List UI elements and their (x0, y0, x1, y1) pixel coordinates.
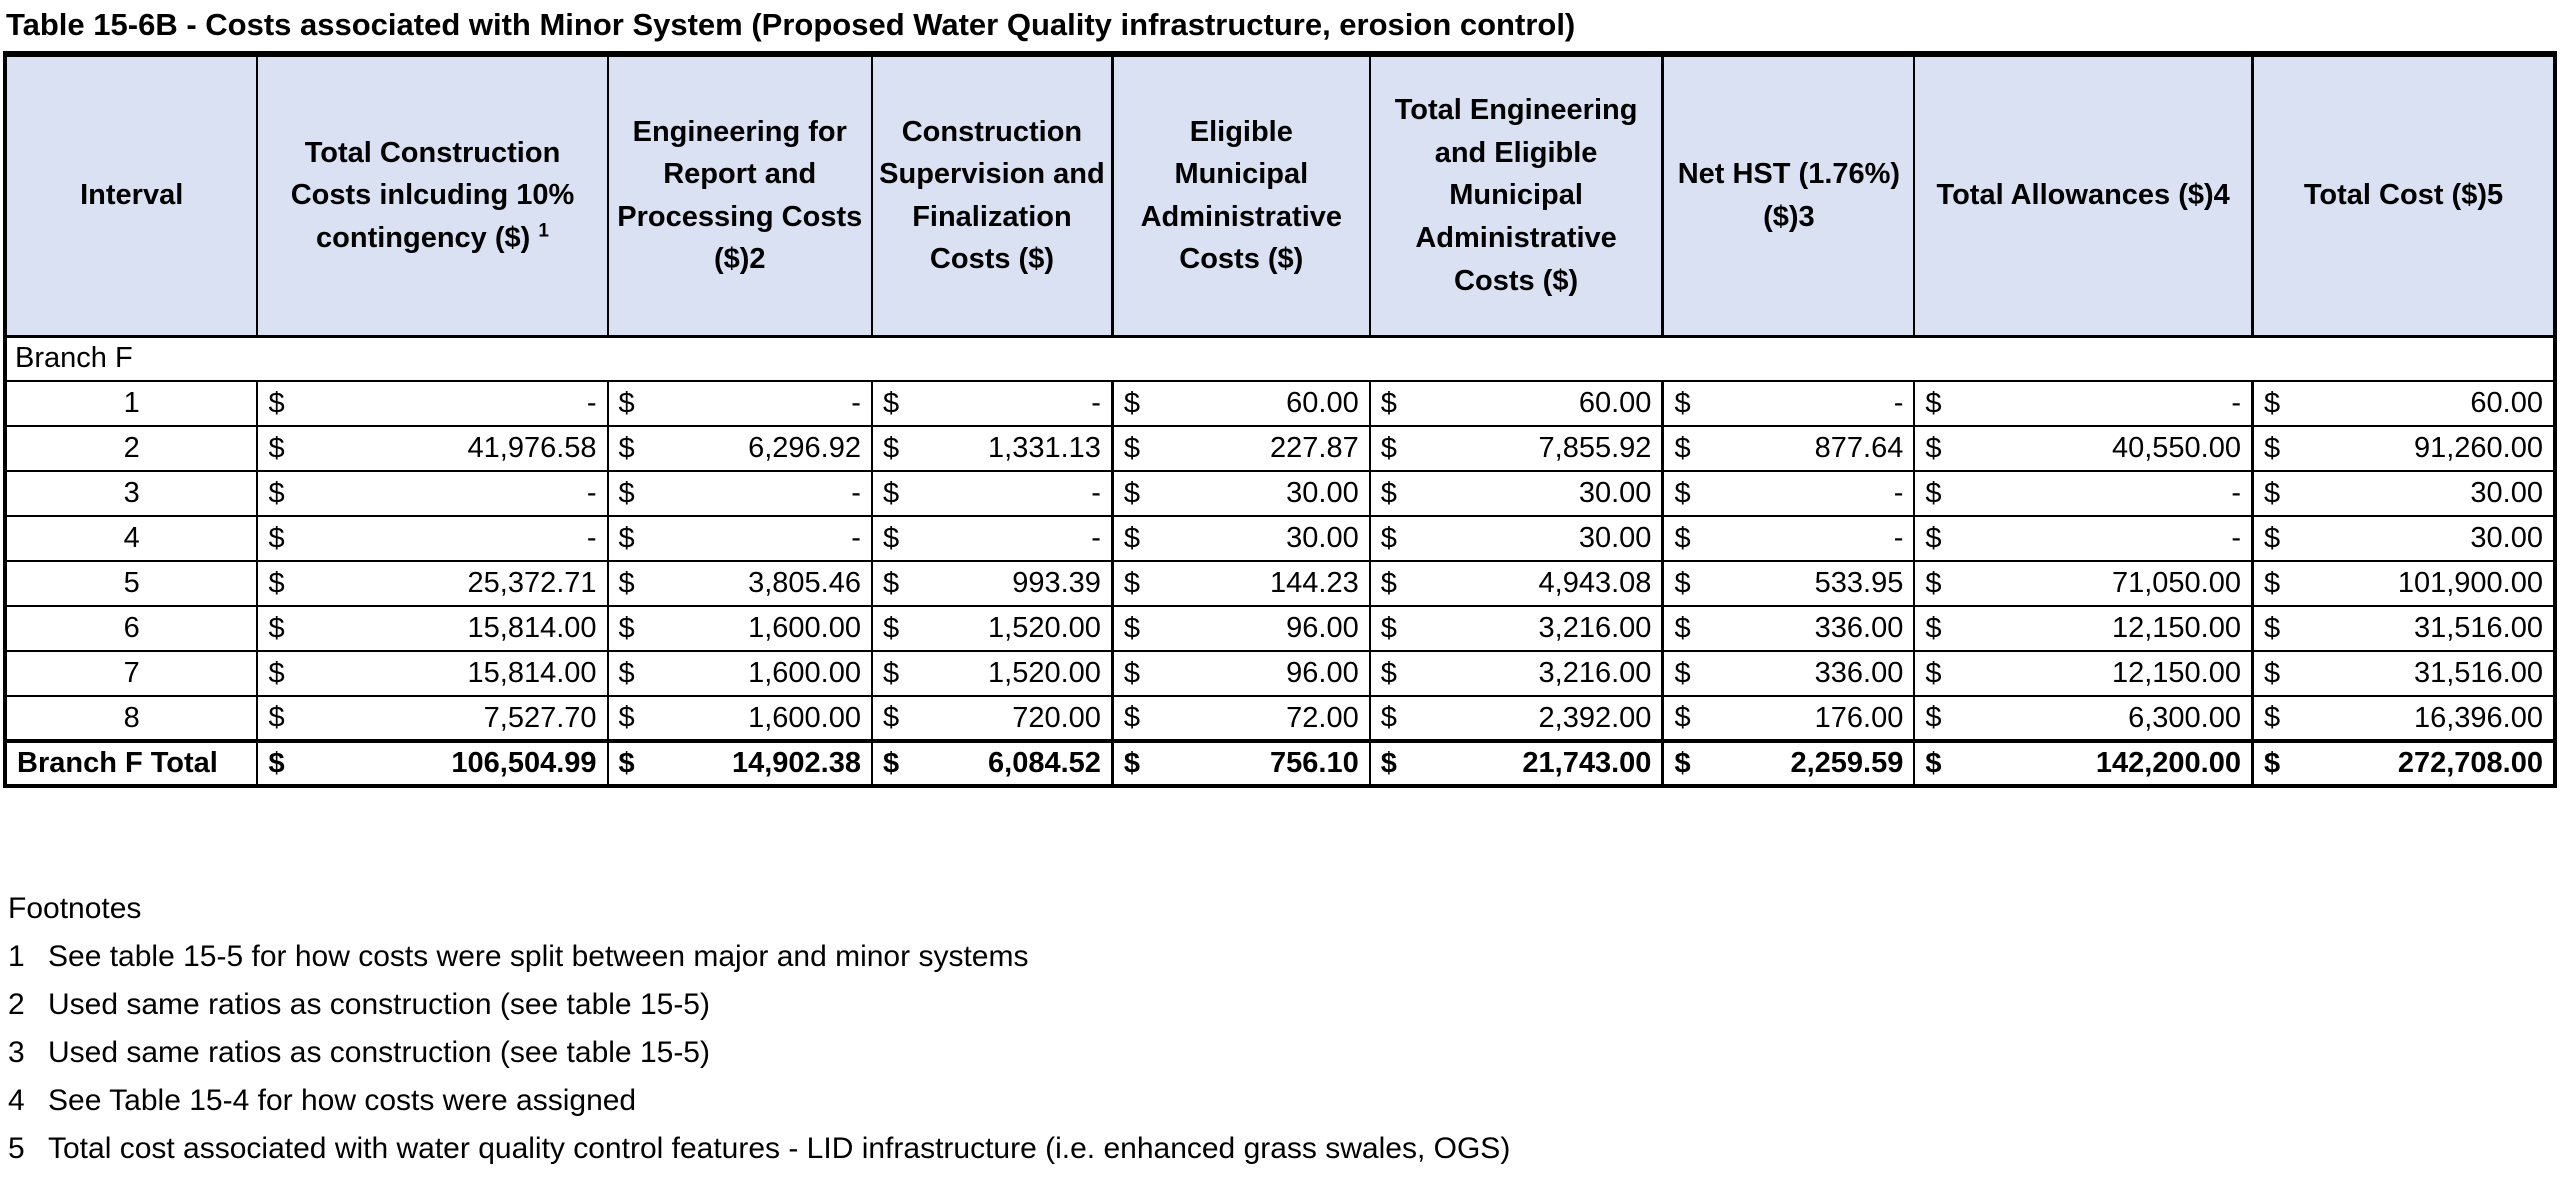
money-cell (1112, 651, 1369, 696)
money-cell (1112, 741, 1369, 786)
footnote-item (8, 1125, 2560, 1173)
money-cell (872, 381, 1112, 426)
money-cell (608, 606, 872, 651)
money-cell (1370, 381, 1663, 426)
money-cell (257, 651, 607, 696)
cell-value: 12,150.00 (2111, 657, 2241, 689)
money-cell (1663, 426, 1914, 471)
cell-value: 336.00 (1814, 612, 1904, 644)
money-cell (608, 426, 872, 471)
money-cell (1914, 606, 2252, 651)
column-header-total-engineering (1370, 54, 1663, 336)
money-cell (872, 561, 1112, 606)
footnote-number: 3 (8, 1036, 25, 1069)
money-cell (1370, 471, 1663, 516)
page-title: Table 15-6B - Costs associated with Minor System (Proposed Water Quality infrastructure, erosion control) (6, 7, 1576, 42)
currency-symbol: $ (1380, 387, 1397, 419)
table-row (5, 561, 2555, 606)
money-cell (608, 651, 872, 696)
currency-symbol: $ (268, 477, 285, 509)
money-cell (2252, 561, 2555, 606)
money-cell (872, 516, 1112, 561)
money-cell (1370, 606, 1663, 651)
header-footnote-sup: 1 (538, 220, 549, 242)
money-cell (1112, 561, 1369, 606)
money-cell (1370, 741, 1663, 786)
money-cell (2252, 516, 2555, 561)
column-header-net-hst (1663, 54, 1914, 336)
currency-symbol: $ (882, 701, 900, 734)
interval-cell: 6 (5, 606, 257, 651)
cell-value: 96.00 (1286, 612, 1359, 644)
money-cell (257, 696, 607, 741)
currency-symbol: $ (1925, 522, 1942, 554)
cell-value: 1,520.00 (988, 657, 1101, 689)
currency-symbol: $ (2263, 701, 2281, 734)
footnote-number: 1 (8, 940, 25, 973)
group-row (5, 336, 2555, 381)
cell-value: 12,150.00 (2111, 612, 2241, 644)
cell-value: 15,814.00 (467, 657, 597, 689)
cell-value: 720.00 (1012, 701, 1101, 734)
currency-symbol: $ (268, 432, 285, 464)
money-cell (1914, 381, 2252, 426)
cell-value: - (1091, 387, 1101, 419)
currency-symbol: $ (2263, 522, 2281, 554)
cell-value: 15,814.00 (467, 612, 597, 644)
money-cell (1112, 696, 1369, 741)
money-cell (2252, 651, 2555, 696)
currency-symbol: $ (1123, 657, 1141, 689)
header-row (5, 54, 2555, 336)
currency-symbol: $ (1925, 657, 1942, 689)
money-cell (257, 741, 607, 786)
money-cell (2252, 471, 2555, 516)
currency-symbol: $ (1123, 747, 1141, 779)
currency-symbol: $ (618, 567, 635, 599)
currency-symbol: $ (1674, 701, 1691, 734)
currency-symbol: $ (1380, 432, 1397, 464)
currency-symbol: $ (1123, 522, 1141, 554)
money-cell (608, 741, 872, 786)
currency-symbol: $ (1123, 387, 1141, 419)
cell-value: - (1091, 522, 1101, 554)
currency-symbol: $ (882, 522, 900, 554)
cell-value: 176.00 (1814, 701, 1904, 734)
column-header-interval (5, 54, 257, 336)
money-cell (257, 381, 607, 426)
currency-symbol: $ (882, 657, 900, 689)
money-cell (608, 471, 872, 516)
footnote-item (8, 933, 2560, 981)
currency-symbol: $ (1123, 432, 1141, 464)
currency-symbol: $ (618, 522, 635, 554)
currency-symbol: $ (1674, 387, 1691, 419)
footnotes-section (8, 885, 2560, 1173)
money-cell (1663, 381, 1914, 426)
cell-value: 30.00 (1286, 477, 1359, 509)
cell-value: 14,902.38 (731, 747, 861, 779)
money-cell (1112, 381, 1369, 426)
money-cell (2252, 696, 2555, 741)
money-cell (1370, 696, 1663, 741)
header-label: Total Allowances ($)4 (1936, 179, 2230, 212)
currency-symbol: $ (1925, 432, 1942, 464)
currency-symbol: $ (1380, 567, 1397, 599)
cell-value: 72.00 (1286, 701, 1359, 734)
currency-symbol: $ (882, 747, 900, 779)
header-label: Eligible Municipal Administrative Costs ($) (1140, 115, 1343, 276)
cell-value: 3,216.00 (1538, 657, 1652, 689)
currency-symbol: $ (268, 701, 285, 734)
currency-symbol: $ (2263, 477, 2281, 509)
cell-value: 16,396.00 (2413, 701, 2543, 734)
currency-symbol: $ (1123, 612, 1141, 644)
currency-symbol: $ (1380, 477, 1397, 509)
cell-value: - (2231, 387, 2241, 419)
column-header-total-cost (2252, 54, 2555, 336)
footnote-number: 2 (8, 988, 25, 1021)
money-cell (872, 426, 1112, 471)
money-cell (1370, 561, 1663, 606)
table-row (5, 381, 2555, 426)
total-row (5, 741, 2555, 786)
money-cell (257, 471, 607, 516)
currency-symbol: $ (268, 567, 285, 599)
interval-cell: 5 (5, 561, 257, 606)
currency-symbol: $ (618, 477, 635, 509)
money-cell (872, 651, 1112, 696)
currency-symbol: $ (2263, 657, 2281, 689)
money-cell (1663, 696, 1914, 741)
table-header (5, 54, 2555, 336)
currency-symbol: $ (1674, 567, 1691, 599)
cell-value: 31,516.00 (2413, 657, 2543, 689)
currency-symbol: $ (1674, 747, 1691, 779)
money-cell (1914, 471, 2252, 516)
header-label: Construction Supervision and Finalization Costs ($) (879, 115, 1105, 276)
cell-value: 25,372.71 (467, 567, 597, 599)
cell-value: 756.10 (1270, 747, 1359, 779)
currency-symbol: $ (2263, 612, 2281, 644)
money-cell (2252, 741, 2555, 786)
footnote-item (8, 1029, 2560, 1077)
currency-symbol: $ (268, 522, 285, 554)
currency-symbol: $ (1925, 701, 1942, 734)
currency-symbol: $ (1674, 612, 1691, 644)
money-cell (1663, 561, 1914, 606)
currency-symbol: $ (1674, 657, 1691, 689)
cell-value: - (586, 477, 597, 509)
money-cell (257, 426, 607, 471)
cell-value: 3,216.00 (1538, 612, 1652, 644)
cell-value: 40,550.00 (2111, 432, 2241, 464)
currency-symbol: $ (268, 657, 285, 689)
money-cell (1914, 561, 2252, 606)
total-label: Branch F Total (5, 741, 257, 786)
money-cell (1663, 606, 1914, 651)
cell-value: 1,520.00 (988, 612, 1101, 644)
currency-symbol: $ (268, 612, 285, 644)
money-cell (608, 381, 872, 426)
currency-symbol: $ (882, 612, 900, 644)
cell-value: 272,708.00 (2397, 747, 2543, 779)
money-cell (1663, 741, 1914, 786)
money-cell (1112, 606, 1369, 651)
group-label: Branch F (5, 336, 2555, 381)
footnote-item (8, 1077, 2560, 1125)
cell-value: 96.00 (1286, 657, 1359, 689)
cell-value: - (1893, 477, 1904, 509)
header-label: Total Construction Costs inlcuding 10% contingency ($) (290, 136, 575, 255)
cell-value: - (1893, 387, 1904, 419)
table-row (5, 471, 2555, 516)
money-cell (872, 606, 1112, 651)
cell-value: 60.00 (1578, 387, 1652, 419)
cell-value: 2,259.59 (1790, 747, 1904, 779)
cell-value: 877.64 (1814, 432, 1904, 464)
cell-value: 4,943.08 (1538, 567, 1652, 599)
currency-symbol: $ (618, 612, 635, 644)
cell-value: 21,743.00 (1522, 747, 1652, 779)
currency-symbol: $ (1380, 522, 1397, 554)
currency-symbol: $ (1123, 701, 1141, 734)
header-label: Total Engineering and Eligible Municipal Administrative Costs ($) (1394, 94, 1638, 297)
footnote-text: See table 15-5 for how costs were split between major and minor systems (48, 940, 1029, 973)
footnotes-heading: Footnotes (8, 892, 142, 925)
cell-value: 30.00 (1286, 522, 1359, 554)
money-cell (1112, 426, 1369, 471)
cell-value: 3,805.46 (748, 567, 861, 599)
interval-cell: 2 (5, 426, 257, 471)
cell-value: 6,296.92 (748, 432, 861, 464)
money-cell (608, 516, 872, 561)
interval-cell: 1 (5, 381, 257, 426)
money-cell (2252, 381, 2555, 426)
table-row (5, 606, 2555, 651)
currency-symbol: $ (618, 657, 635, 689)
currency-symbol: $ (1674, 522, 1691, 554)
cell-value: 91,260.00 (2413, 432, 2543, 464)
header-label: Net HST (1.76%) ($)3 (1677, 158, 1901, 233)
cell-value: - (2231, 522, 2241, 554)
cell-value: 144.23 (1270, 567, 1359, 599)
interval-cell: 3 (5, 471, 257, 516)
column-header-eligible-municipal (1112, 54, 1369, 336)
currency-symbol: $ (882, 567, 900, 599)
money-cell (1370, 426, 1663, 471)
money-cell (1663, 516, 1914, 561)
cell-value: 101,900.00 (2397, 567, 2543, 599)
currency-symbol: $ (2263, 387, 2281, 419)
currency-symbol: $ (1925, 567, 1942, 599)
cell-value: 993.39 (1012, 567, 1101, 599)
cell-value: 30.00 (1578, 522, 1652, 554)
currency-symbol: $ (1925, 747, 1942, 779)
money-cell (1914, 651, 2252, 696)
currency-symbol: $ (882, 432, 900, 464)
cell-value: 41,976.58 (467, 432, 597, 464)
cell-value: - (2231, 477, 2241, 509)
footnote-text: Used same ratios as construction (see table 15-5) (48, 988, 710, 1021)
cell-value: 106,504.99 (451, 747, 597, 779)
table-row (5, 516, 2555, 561)
money-cell (2252, 606, 2555, 651)
cell-value: 1,331.13 (988, 432, 1101, 464)
money-cell (1370, 516, 1663, 561)
money-cell (1914, 516, 2252, 561)
cell-value: 142,200.00 (2095, 747, 2241, 779)
footnote-text: Used same ratios as construction (see table 15-5) (48, 1036, 710, 1069)
currency-symbol: $ (1674, 432, 1691, 464)
interval-cell: 7 (5, 651, 257, 696)
money-cell (608, 561, 872, 606)
cell-value: 7,527.70 (483, 701, 597, 734)
currency-symbol: $ (268, 747, 285, 779)
cell-value: 6,084.52 (988, 747, 1101, 779)
currency-symbol: $ (1925, 477, 1942, 509)
currency-symbol: $ (882, 387, 900, 419)
cell-value: 31,516.00 (2413, 612, 2543, 644)
cell-value: 30.00 (1578, 477, 1652, 509)
cell-value: - (851, 387, 861, 419)
footnote-item (8, 981, 2560, 1029)
money-cell (608, 696, 872, 741)
cell-value: - (851, 522, 861, 554)
footnote-text: Total cost associated with water quality control features - LID infrastructure (i.e. enhanced grass swales, OGS) (48, 1132, 1511, 1165)
money-cell (2252, 426, 2555, 471)
money-cell (1914, 741, 2252, 786)
money-cell (257, 516, 607, 561)
currency-symbol: $ (1674, 477, 1691, 509)
currency-symbol: $ (618, 387, 635, 419)
cell-value: - (1091, 477, 1101, 509)
table-body (5, 336, 2555, 786)
cell-value: 71,050.00 (2111, 567, 2241, 599)
table-row (5, 426, 2555, 471)
cell-value: 7,855.92 (1538, 432, 1652, 464)
currency-symbol: $ (1380, 612, 1397, 644)
header-label: Engineering for Report and Processing Costs ($)2 (617, 115, 863, 276)
money-cell (1112, 516, 1369, 561)
cell-value: - (586, 387, 597, 419)
footnote-number: 4 (8, 1084, 25, 1117)
cell-value: 6,300.00 (2128, 701, 2241, 734)
header-label: Total Cost ($)5 (2303, 179, 2504, 212)
column-header-engineering (608, 54, 872, 336)
footnote-number: 5 (8, 1132, 25, 1165)
money-cell (257, 561, 607, 606)
cell-value: 1,600.00 (748, 701, 861, 734)
money-cell (257, 606, 607, 651)
column-header-total-construction (257, 54, 607, 336)
money-cell (1112, 471, 1369, 516)
currency-symbol: $ (1925, 612, 1942, 644)
money-cell (1663, 651, 1914, 696)
cell-value: 2,392.00 (1538, 701, 1652, 734)
money-cell (1370, 651, 1663, 696)
cell-value: 533.95 (1814, 567, 1904, 599)
table-row (5, 651, 2555, 696)
cell-value: - (586, 522, 597, 554)
column-header-construction-supervision (872, 54, 1112, 336)
cell-value: - (1893, 522, 1904, 554)
currency-symbol: $ (1380, 747, 1397, 779)
cell-value: 227.87 (1270, 432, 1359, 464)
money-cell (872, 696, 1112, 741)
currency-symbol: $ (2263, 567, 2281, 599)
money-cell (872, 741, 1112, 786)
cell-value: 1,600.00 (748, 657, 861, 689)
currency-symbol: $ (2263, 747, 2281, 779)
currency-symbol: $ (618, 747, 635, 779)
money-cell (1663, 471, 1914, 516)
currency-symbol: $ (882, 477, 900, 509)
currency-symbol: $ (1123, 567, 1141, 599)
currency-symbol: $ (268, 387, 285, 419)
interval-cell: 4 (5, 516, 257, 561)
cell-value: - (851, 477, 861, 509)
column-header-total-allowances (1914, 54, 2252, 336)
currency-symbol: $ (618, 432, 635, 464)
money-cell (1914, 696, 2252, 741)
interval-cell: 8 (5, 696, 257, 741)
cell-value: 336.00 (1814, 657, 1904, 689)
currency-symbol: $ (2263, 432, 2281, 464)
header-label: Interval (80, 179, 184, 212)
currency-symbol: $ (1123, 477, 1141, 509)
costs-table (3, 51, 2557, 788)
currency-symbol: $ (618, 701, 635, 734)
cell-value: 60.00 (2470, 387, 2543, 419)
currency-symbol: $ (1380, 701, 1397, 734)
footnote-text: See Table 15-4 for how costs were assigned (48, 1084, 637, 1117)
cell-value: 1,600.00 (748, 612, 861, 644)
money-cell (1914, 426, 2252, 471)
cell-value: 60.00 (1286, 387, 1359, 419)
table-row (5, 696, 2555, 741)
cell-value: 30.00 (2470, 522, 2543, 554)
currency-symbol: $ (1925, 387, 1942, 419)
currency-symbol: $ (1380, 657, 1397, 689)
cell-value: 30.00 (2470, 477, 2543, 509)
money-cell (872, 471, 1112, 516)
